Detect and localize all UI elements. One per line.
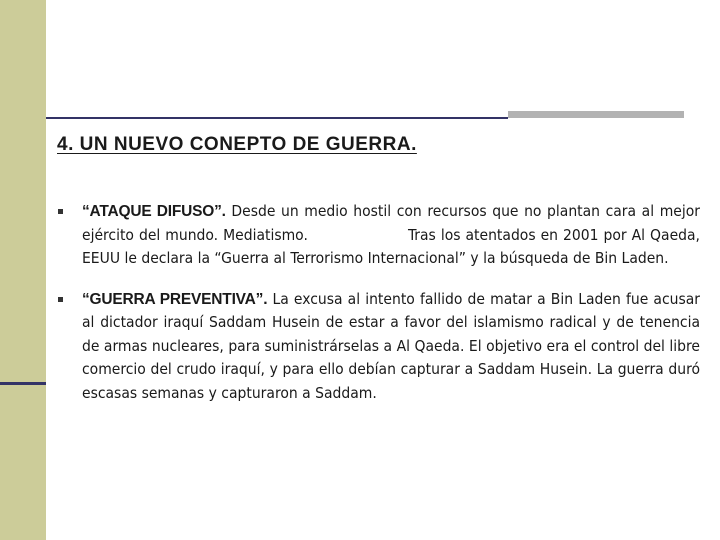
bullet-text: Desde un medio hostil con recursos que no plantan cara al mejor ejército del mundo. Mediatismo. Tras los atentados en 2001 por Al Qaeda, EEUU le declara la “Guerra al Terrorismo Internacional” y la búsqueda de Bin Laden. <box>82 202 705 267</box>
bullet-lead: “GUERRA PREVENTIVA”. <box>82 290 268 308</box>
bullet-item-ataque-difuso <box>58 200 705 271</box>
square-bullet-icon <box>58 297 63 302</box>
title-rule <box>46 117 508 119</box>
title-rule-accent <box>508 111 684 118</box>
bullet-item-guerra-preventiva <box>58 288 700 406</box>
bullet-list <box>58 200 705 405</box>
bullet-lead: “ATAQUE DIFUSO”. <box>82 203 226 220</box>
left-bar-divider <box>0 382 46 385</box>
slide-title: 4. UN NUEVO CONEPTO DE GUERRA. <box>57 134 417 155</box>
bullet-text: La excusa al intento fallido de matar a Bin Laden fue acusar al dictador iraquí Saddam Husein de estar a favor del islamismo radical y de tenencia de armas nucleares, para suministrárselas a Al Qaeda. El objetivo era el control del libre comercio del crudo iraquí, y para ello debían capturar a Saddam Husein. La guerra duró escasas semanas y capturaron a Saddam. <box>82 289 701 402</box>
square-bullet-icon <box>58 209 63 214</box>
left-accent-bar <box>0 0 46 540</box>
